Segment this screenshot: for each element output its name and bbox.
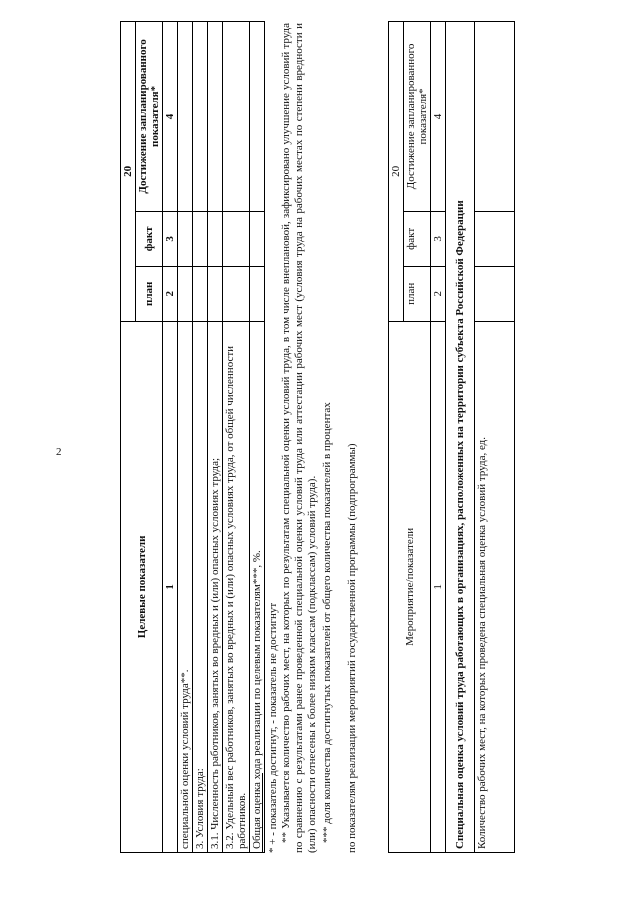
col-fact-header: факт [404, 211, 431, 266]
table-row [475, 22, 515, 853]
num-cell: 4 [431, 22, 446, 212]
measures-table-block [388, 21, 515, 853]
footnote-1: * + - показатель достигнут, - показатель не достигнут [267, 602, 279, 853]
page-number: 2 [56, 446, 62, 458]
footnote-divider [262, 773, 263, 853]
table-row [223, 22, 250, 853]
row-label: 3. Условия труда: [193, 321, 208, 852]
section-heading: по показателям реализации мероприятий государственной программы (подпрограммы) [346, 443, 358, 853]
col-year-header: 20 [389, 22, 404, 322]
row-label: Общая оценка хода реализации по целевым показателям***, %. [250, 321, 265, 852]
footnotes [262, 23, 359, 853]
rotated-page-content [0, 13, 640, 893]
row-label: Количество рабочих мест, на которых проведена специальная оценка условий труда, ед. [475, 321, 515, 852]
col-targets-header: Целевые показатели [121, 321, 163, 852]
col-plan-header: план [136, 266, 163, 321]
table-row [208, 22, 223, 853]
row-label: специальной оценки условий труда**. [178, 321, 193, 852]
col-achieve-header: Достижение запланированного показателя* [404, 22, 431, 212]
col-year-header: 20 [121, 22, 136, 322]
col-measure-header: Мероприятие/показатели [389, 321, 431, 852]
table-row [193, 22, 208, 853]
num-cell: 2 [431, 266, 446, 321]
table-row [178, 22, 193, 853]
row-label: 3.1. Численность работников, занятых во вредных и (или) опасных условиях труда; [208, 321, 223, 852]
num-cell: 1 [431, 321, 446, 852]
num-cell: 3 [431, 211, 446, 266]
num-cell: 3 [163, 211, 178, 266]
row-label: 3.2. Удельный вес работников, занятых во вредных и (или) опасных условиях труда, от общей численности работников. [223, 321, 250, 852]
targets-table-block [120, 21, 265, 853]
col-achieve-header: Достижение запланированного показателя* [136, 22, 163, 212]
col-plan-header: план [404, 266, 431, 321]
footnote-3: *** доля количества достигнутых показателей от общего количества показателей в процентах [321, 402, 333, 843]
footnote-2: ** Указывается количество рабочих мест, на которых по результатам специальной оценки условий труда, в том числе внеплановой, зафиксировано улучшение условий труда по сравнению с результатами ранее проведенной специальной оценки условий труда или аттестации рабочих мест (условия труда на рабочих местах по степени вредности и (или) опасности отнесены к более низким классам (подклассам) условий труда). [280, 23, 318, 853]
measures-table [388, 21, 515, 853]
num-cell: 2 [163, 266, 178, 321]
section-title-row: Специальная оценка условий труда работающих в организациях, расположенных на территории субъекта Российской Федерации [446, 22, 475, 853]
num-cell: 1 [163, 321, 178, 852]
targets-table [120, 21, 265, 853]
num-cell: 4 [163, 22, 178, 212]
col-fact-header: факт [136, 211, 163, 266]
